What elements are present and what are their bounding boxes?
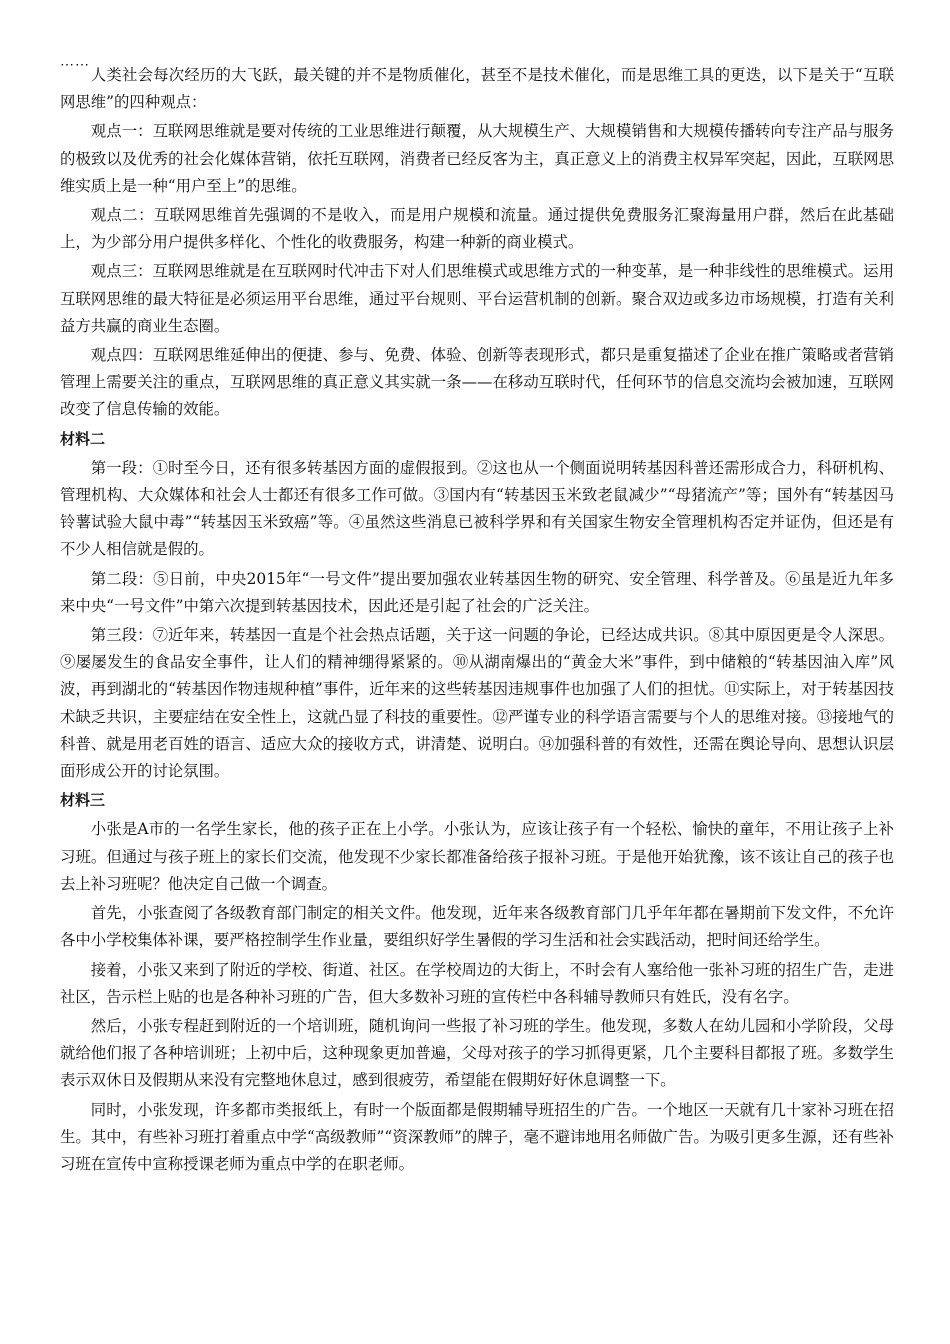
segment-one-paragraph: 第一段：①时至今日，还有很多转基因方面的虚假报到。②这也从一个侧面说明转基因科普还需形成合力，科研机构、管理机构、大众媒体和社会人士都还有很多工作可做。③国内有“转基因玉米致老鼠减少”“母猪流产”等；国外有“转基因马铃薯试验大鼠中毒”“转基因玉米致癌”等。④虽然这些消息已被科学界和有关国家生物安全管理机构否定并证伪，但还是有不少人相信就是假的。 <box>60 458 894 559</box>
xiaozhang-next-paragraph: 接着，小张又来到了附近的学校、街道、社区。在学校周边的大街上，不时会有人塞给他一张补习班的招生广告，走进社区，告示栏上贴的也是各种补习班的广告，但大多数补习班的宣传栏中各科辅导教师只有姓氏，没有名字。 <box>60 960 894 1006</box>
material-three-section <box>60 787 894 1178</box>
intro-paragraph: 人类社会每次经历的大飞跃，最关键的并不是物质催化，甚至不是技术催化，而是思维工具的更迭，以下是关于“互联网思维”的四种观点： <box>60 66 894 112</box>
viewpoint-four-paragraph: 观点四：互联网思维延伸出的便捷、参与、免费、体验、创新等表现形式，都只是重复描述了企业在推广策略或者营销管理上需要关注的重点，互联网思维的真正意义其实就一条——在移动互联时代，任何环节的信息交流均会被加速，互联网改变了信息传输的效能。 <box>60 346 894 419</box>
viewpoint-two-paragraph: 观点二：互联网思维首先强调的不是收入，而是用户规模和流量。通过提供免费服务汇聚海量用户群，然后在此基础上，为少部分用户提供多样化、个性化的收费服务，构建一种新的商业模式。 <box>60 206 894 252</box>
segment-two-paragraph: 第二段：⑤日前，中央2015年“一号文件”提出要加强农业转基因生物的研究、安全管理、科学普及。⑥虽是近九年多来中央“一号文件”中第六次提到转基因技术，因此还是引起了社会的广泛关注。 <box>60 569 894 615</box>
material-two-section <box>60 426 894 786</box>
material-two-heading: 材料二 <box>60 429 106 448</box>
xiaozhang-first-paragraph: 首先，小张查阅了各级教育部门制定的相关文件。他发现，近年来各级教育部门几乎年年都在暑期前下发文件，不允许各中小学校集体补课，要严格控制学生作业量，要组织好学生暑假的学习生活和社会实践活动，把时间还给学生。 <box>60 904 894 950</box>
material-one-section <box>60 62 894 424</box>
xiaozhang-intro-paragraph: 小张是A市的一名学生家长，他的孩子正在上小学。小张认为，应该让孩子有一个轻松、愉快的童年，不用让孩子上补习班。但通过与孩子班上的家长们交流，他发现不少家长都准备给孩子报补习班。于是他开始犹豫，该不该让自己的孩子也去上补习班呢？他决定自己做一个调查。 <box>60 820 894 893</box>
xiaozhang-then-paragraph: 然后，小张专程赶到附近的一个培训班，随机询问一些报了补习班的学生。他发现，多数人在幼儿园和小学阶段，父母就给他们报了各种培训班；上初中后，这种现象更加普遍，父母对孩子的学习抓得更紧，几个主要科目都报了班。多数学生表示双休日及假期从来没有完整地休息过，感到很疲劳，希望能在假期好好休息调整一下。 <box>60 1016 894 1090</box>
viewpoint-three-paragraph: 观点三：互联网思维就是在互联网时代冲击下对人们思维模式或思维方式的一种变革，是一种非线性的思维模式。运用互联网思维的最大特征是必须运用平台思维，通过平台规则、平台运营机制的创新。聚合双边或多边市场规模，打造有关利益方共赢的商业生态圈。 <box>60 262 894 335</box>
viewpoint-one-paragraph: 观点一：互联网思维就是要对传统的工业思维进行颠覆，从大规模生产、大规模销售和大规模传播转向专注产品与服务的极致以及优秀的社会化媒体营销，依托互联网，消费者已经反客为主，真正意义上的消费主权异军突起，因此，互联网思维实质上是一种“用户至上”的思维。 <box>60 122 894 195</box>
material-three-heading: 材料三 <box>60 791 106 810</box>
document-page <box>60 62 894 1180</box>
top-ellipsis-mark: ⋯⋯ <box>60 57 90 73</box>
xiaozhang-meanwhile-paragraph: 同时，小张发现，许多都市类报纸上，有时一个版面都是假期辅导班招生的广告。一个地区一天就有几十家补习班在招生。其中，有些补习班打着重点中学“高级教师”“资深教师”的牌子，毫不避讳地用名师做广告。为吸引更多生源，还有些补习班在宣传中宣称授课老师为重点中学的在职老师。 <box>60 1100 894 1173</box>
segment-three-paragraph: 第三段：⑦近年来，转基因一直是个社会热点话题，关于这一问题的争论，已经达成共识。⑧其中原因更是令人深思。⑨屡屡发生的食品安全事件，让人们的精神绷得紧紧的。⑩从湖南爆出的“黄金大米”事件，到中储粮的“转基因油入库”风波，再到湖北的“转基因作物违规种植”事件，近年来的这些转基因违规事件也加强了人们的担忧。⑪实际上，对于转基因技术缺乏共识，主要症结在安全性上，这就凸显了科技的重要性。⑫严谨专业的科学语言需要与个人的思维对接。⑬接地气的科普、就是用老百姓的语言、适应大众的接收方式，讲清楚、说明白。⑭加强科普的有效性，还需在舆论导向、思想认识层面形成公开的讨论氛围。 <box>60 626 894 781</box>
